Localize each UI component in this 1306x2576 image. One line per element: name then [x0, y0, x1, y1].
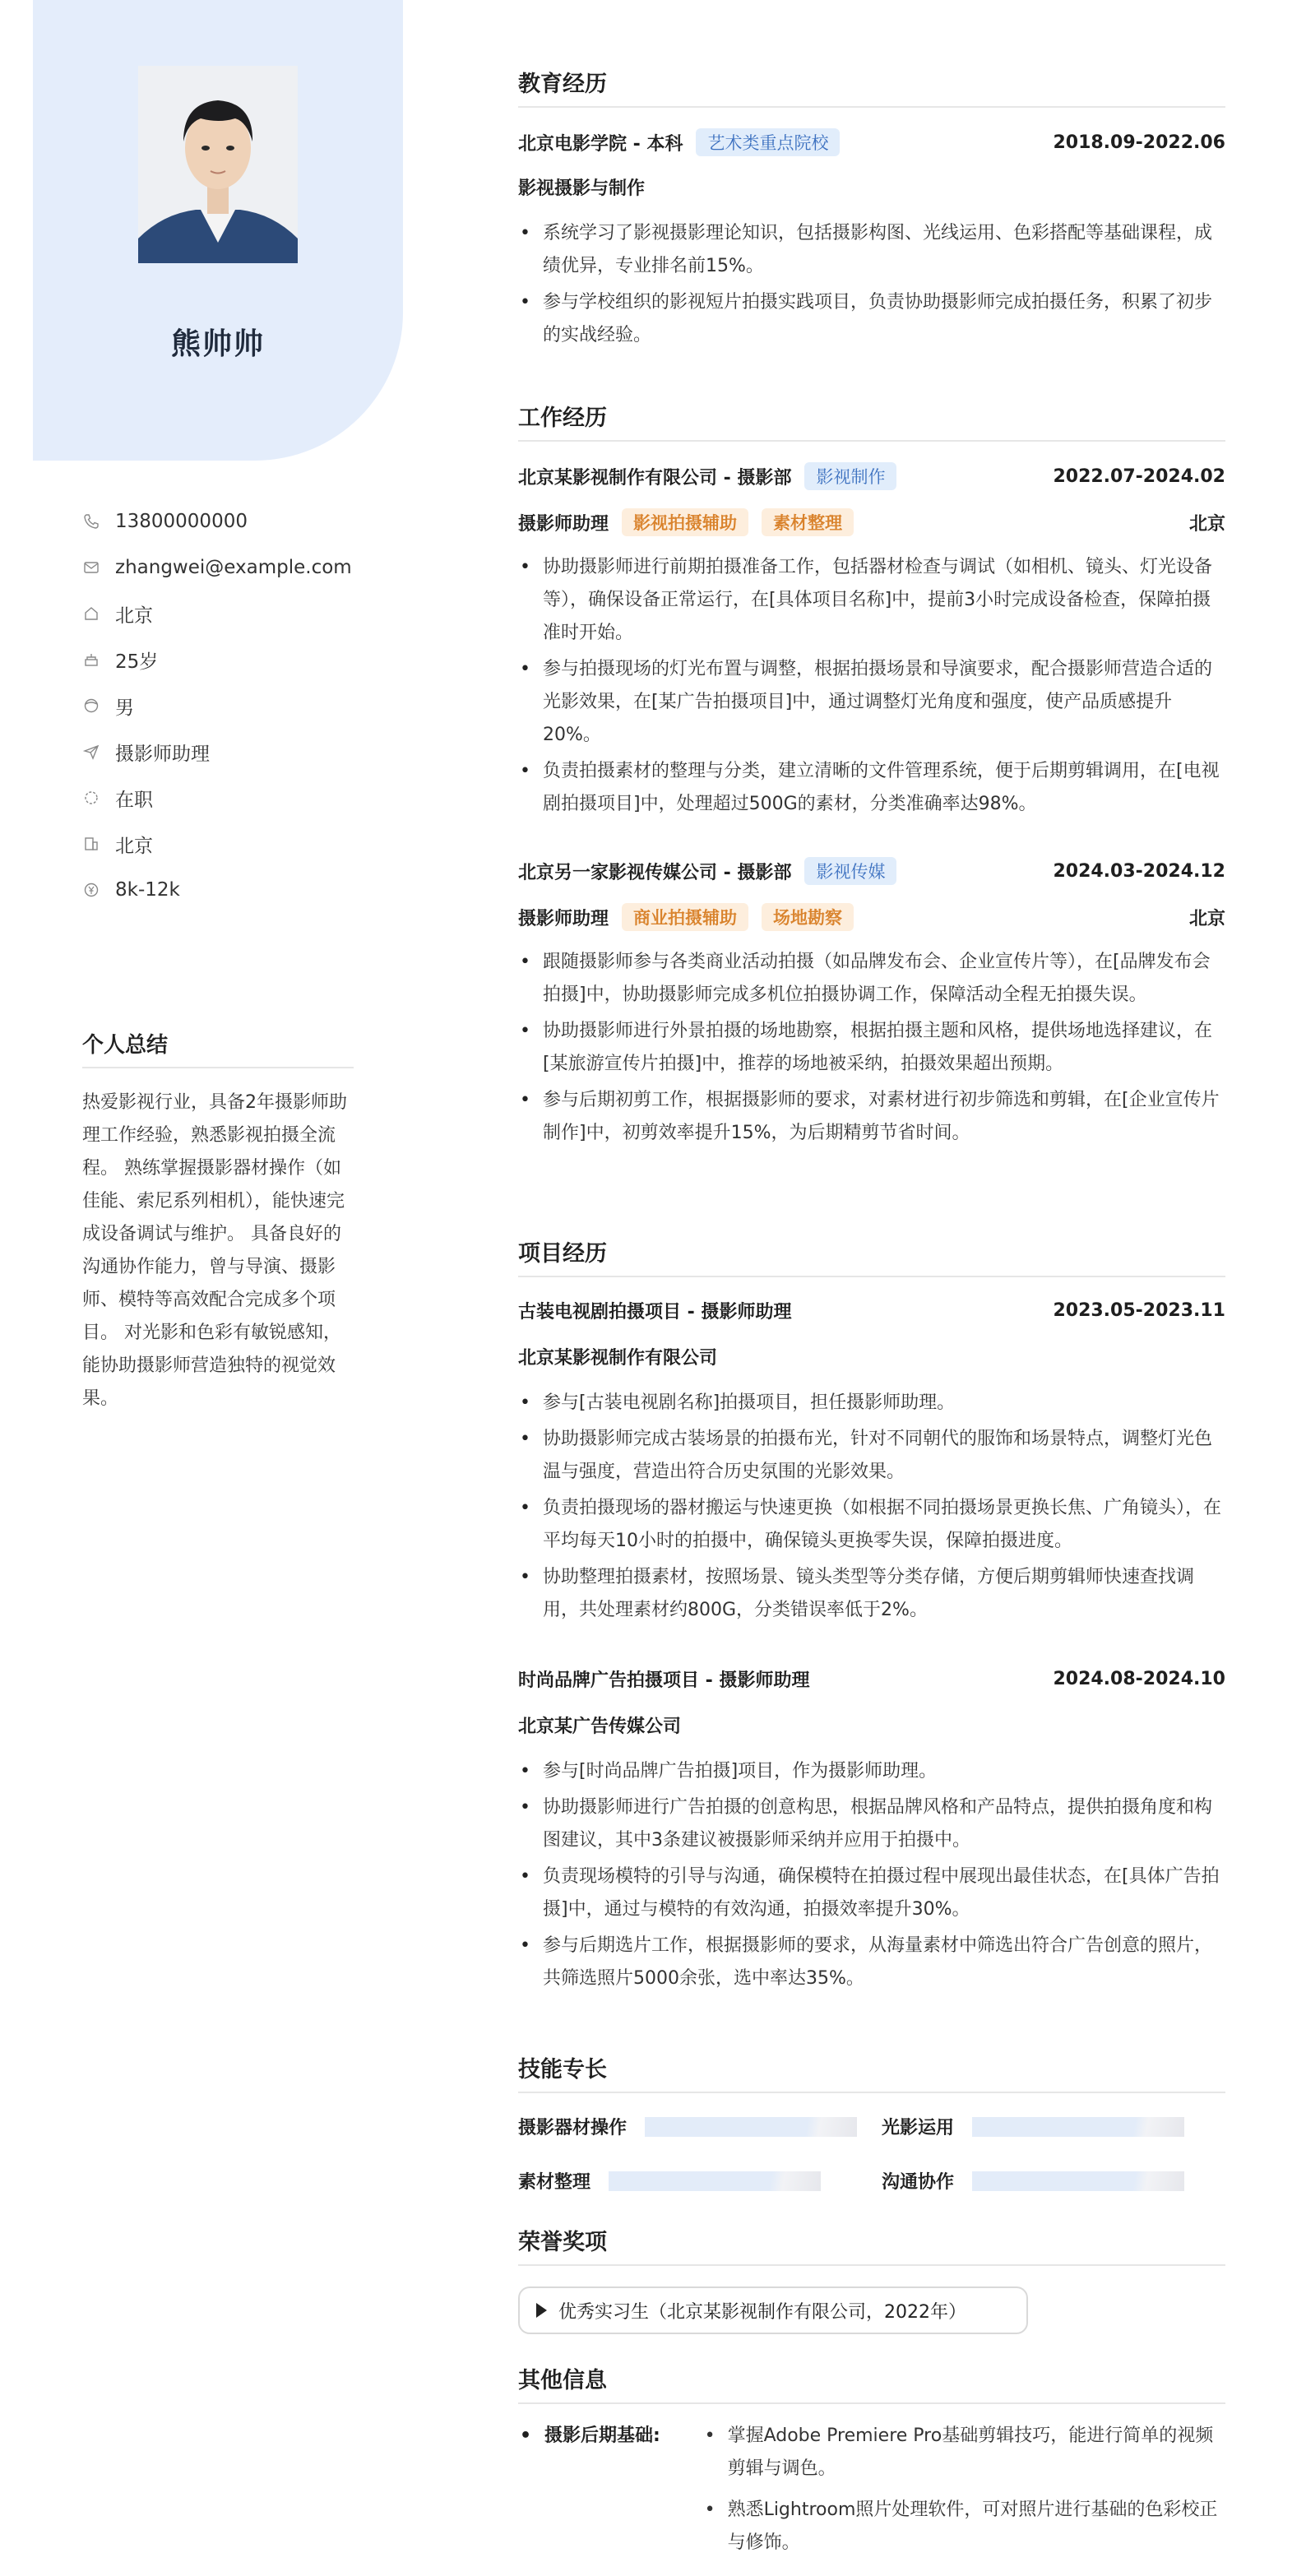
project-bullets — [518, 1755, 1225, 1999]
contact-gender-text: 男 — [115, 697, 134, 719]
other-title: 其他信息 — [518, 2362, 1225, 2404]
project-bullets — [518, 1387, 1225, 1630]
list-item: • 熟悉Lightroom照片处理软件，可对照片进行基础的色彩校正与修饰。 — [703, 2494, 1225, 2560]
contact-age — [82, 637, 362, 683]
other-list — [703, 2420, 1225, 2568]
list-item: • 协助摄影师进行外景拍摄的场地勘察，根据拍摄主题和风格，提供场地选择建议，在[某旅游宣传片拍摄]中，推荐的场地被采纳，拍摄效果超出预期。 — [518, 1015, 1225, 1081]
contact-salary — [82, 867, 362, 913]
project-name: 古装电视剧拍摄项目 - 摄影师助理 — [518, 1302, 792, 1323]
skill-bar — [972, 2171, 1184, 2191]
job-role: 摄影师助理 — [518, 513, 609, 535]
contact-work-city — [82, 821, 362, 867]
contact-list — [82, 498, 362, 913]
list-item: • 参与拍摄现场的灯光布置与调整，根据拍摄场景和导演要求，配合摄影师营造合适的光影效果，在[某广告拍摄项目]中，通过调整灯光角度和强度，使产品质感提升20%。 — [518, 653, 1225, 752]
education-major-row — [518, 174, 1225, 200]
contact-position-text: 摄影师助理 — [115, 743, 210, 765]
summary-section — [82, 1028, 354, 1415]
job-role-row — [518, 508, 1225, 536]
project-name: 时尚品牌广告拍摄项目 - 摄影师助理 — [518, 1670, 810, 1691]
phone-icon — [82, 512, 100, 530]
skill-item — [882, 2168, 1184, 2194]
project-date: 2023.05-2023.11 — [1053, 1300, 1225, 1321]
skills-title: 技能专长 — [518, 2051, 1225, 2093]
list-item: • 参与学校组织的影视短片拍摄实践项目，负责协助摄影师完成拍摄任务，积累了初步的实战经验。 — [518, 286, 1225, 352]
candidate-name: 熊帅帅 — [170, 327, 265, 361]
job-date: 2024.03-2024.12 — [1053, 860, 1225, 882]
list-item: • 跟随摄影师参与各类商业活动拍摄（如品牌发布会、企业宣传片等），在[品牌发布会拍摄]中，协助摄影师完成多机位拍摄协调工作，保障活动全程无拍摄失误。 — [518, 946, 1225, 1012]
list-item: • 负责现场模特的引导与沟通，确保模特在拍摄过程中展现出最佳状态，在[具体广告拍摄]中，通过与模特的有效沟通，拍摄效率提升30%。 — [518, 1860, 1225, 1926]
job-header — [518, 462, 1225, 490]
other-key: • 摄影后期基础: — [518, 2420, 703, 2568]
skill-tag: 素材整理 — [762, 508, 854, 536]
awards-title: 荣誉奖项 — [518, 2224, 1225, 2266]
job-tag: 影视制作 — [804, 462, 896, 490]
contact-phone — [82, 498, 362, 544]
contact-gender — [82, 683, 362, 729]
job-date: 2022.07-2024.02 — [1053, 466, 1225, 487]
project-company-row — [518, 1344, 1225, 1369]
contact-email — [82, 544, 362, 591]
project-company-row — [518, 1712, 1225, 1738]
job-tag: 影视传媒 — [804, 857, 896, 885]
contact-salary-text: 8k-12k — [115, 879, 180, 901]
school-tag: 艺术类重点院校 — [696, 128, 840, 156]
project-company: 北京某广告传媒公司 — [518, 1717, 682, 1737]
contact-phone-text: 13800000000 — [115, 511, 248, 532]
other-info — [518, 2420, 1225, 2568]
list-item: • 参与后期初剪工作，根据摄影师的要求，对素材进行初步筛选和剪辑，在[企业宣传片制作]中，初剪效率提升15%，为后期精剪节省时间。 — [518, 1084, 1225, 1150]
skill-bar — [972, 2117, 1184, 2137]
list-item: • 系统学习了影视摄影理论知识，包括摄影构图、光线运用、色彩搭配等基础课程，成绩优异，专业排名前15%。 — [518, 217, 1225, 283]
avatar — [138, 66, 298, 263]
send-icon — [82, 743, 100, 761]
skill-name: 素材整理 — [518, 2172, 591, 2193]
skill-item — [882, 2114, 1184, 2139]
list-item: • 协助摄影师进行广告拍摄的创意构思，根据品牌风格和产品特点，提供拍摄角度和构图建议，其中3条建议被摄影师采纳并应用于拍摄中。 — [518, 1791, 1225, 1857]
building-icon — [82, 835, 100, 853]
work-title: 工作经历 — [518, 400, 1225, 442]
job-city: 北京 — [1188, 513, 1225, 535]
contact-status — [82, 775, 362, 821]
list-item: • 协助摄影师进行前期拍摄准备工作，包括器材检查与调试（如相机、镜头、灯光设备等），确保设备正常运行，在[具体项目名称]中，提前3小时完成设备检查，保障拍摄准时开始。 — [518, 551, 1225, 650]
salary-icon — [82, 881, 100, 899]
job-role: 摄影师助理 — [518, 908, 609, 929]
education-bullets — [518, 217, 1225, 355]
education-date: 2018.09-2022.06 — [1053, 132, 1225, 153]
skill-name: 沟通协作 — [882, 2172, 955, 2193]
project-header — [518, 1298, 1225, 1323]
award-text: 优秀实习生（北京某影视制作有限公司，2022年） — [558, 2301, 966, 2323]
skill-bar — [645, 2117, 857, 2137]
portrait-illustration — [138, 66, 298, 263]
list-item: • 负责拍摄素材的整理与分类，建立清晰的文件管理系统，便于后期剪辑调用，在[电视剧拍摄项目]中，处理超过500G的素材，分类准确率达98%。 — [518, 755, 1225, 821]
job-company: 北京某影视制作有限公司 - 摄影部 — [518, 467, 792, 489]
job-bullets — [518, 551, 1225, 824]
school-name: 北京电影学院 - 本科 — [518, 133, 683, 155]
skill-tag: 影视拍摄辅助 — [622, 508, 748, 536]
job-role-row — [518, 903, 1225, 931]
list-item: • 参与后期选片工作，根据摄影师的要求，从海量素材中筛选出符合广告创意的照片，共筛选照片5000余张，选中率达35%。 — [518, 1930, 1225, 1995]
list-item: • 负责拍摄现场的器材搬运与快速更换（如根据不同拍摄场景更换长焦、广角镜头），在平均每天10小时的拍摄中，确保镜头更换零失误，保障拍摄进度。 — [518, 1492, 1225, 1558]
skill-item — [518, 2168, 821, 2194]
contact-city-text: 北京 — [115, 605, 153, 627]
expand-triangle-icon[interactable] — [536, 2303, 547, 2318]
job-bullets — [518, 946, 1225, 1153]
skill-tag: 场地勘察 — [762, 903, 854, 931]
contact-age-text: 25岁 — [115, 651, 159, 673]
contact-city — [82, 591, 362, 637]
contact-work-city-text: 北京 — [115, 835, 153, 857]
skill-bar — [609, 2171, 821, 2191]
job-company: 北京另一家影视传媒公司 - 摄影部 — [518, 862, 792, 883]
skill-name: 摄影器材操作 — [518, 2118, 628, 2138]
list-item: • 参与[时尚品牌广告拍摄]项目，作为摄影师助理。 — [518, 1755, 1225, 1788]
contact-position — [82, 729, 362, 775]
projects-title: 项目经历 — [518, 1235, 1225, 1277]
project-header — [518, 1666, 1225, 1692]
list-item: • 协助整理拍摄素材，按照场景、镜头类型等分类存储，方便后期剪辑师快速查找调用，共处理素材约800G，分类错误率低于2%。 — [518, 1561, 1225, 1627]
mail-icon — [82, 558, 100, 577]
sidebar — [0, 0, 403, 2576]
education-title: 教育经历 — [518, 66, 1225, 108]
summary-text: 热爱影视行业，具备2年摄影师助理工作经验，熟悉影视拍摄全流程。 熟练掌握摄影器材操作（如佳能、索尼系列相机），能快速完成设备调试与维护。 具备良好的沟通协作能力，曾与导演、摄影师、模特等高效配合完成多个项目。 对光影和色彩有敏锐感知，能协助摄影师营造独特的视觉效果。 — [82, 1092, 347, 1409]
summary-title: 个人总结 — [82, 1028, 354, 1068]
list-item: • 参与[古装电视剧名称]拍摄项目，担任摄影师助理。 — [518, 1387, 1225, 1420]
contact-email-text: zhangwei@example.com — [115, 557, 352, 578]
job-city: 北京 — [1188, 908, 1225, 929]
education-header — [518, 128, 1225, 156]
project-company: 北京某影视制作有限公司 — [518, 1348, 718, 1369]
award-item[interactable] — [518, 2286, 1028, 2334]
cake-icon — [82, 651, 100, 669]
status-icon — [82, 789, 100, 807]
gender-icon — [82, 697, 100, 715]
skill-name: 光影运用 — [882, 2118, 955, 2138]
project-date: 2024.08-2024.10 — [1053, 1669, 1225, 1689]
contact-status-text: 在职 — [115, 789, 153, 811]
job-header — [518, 857, 1225, 885]
education-major: 影视摄影与制作 — [518, 178, 646, 199]
list-item: • 协助摄影师完成古装场景的拍摄布光，针对不同朝代的服饰和场景特点，调整灯光色温与强度，营造出符合历史氛围的光影效果。 — [518, 1423, 1225, 1489]
home-icon — [82, 605, 100, 623]
skill-item — [518, 2114, 857, 2139]
skill-tag: 商业拍摄辅助 — [622, 903, 748, 931]
list-item: • 掌握Adobe Premiere Pro基础剪辑技巧，能进行简单的视频剪辑与调色。 — [703, 2420, 1225, 2486]
